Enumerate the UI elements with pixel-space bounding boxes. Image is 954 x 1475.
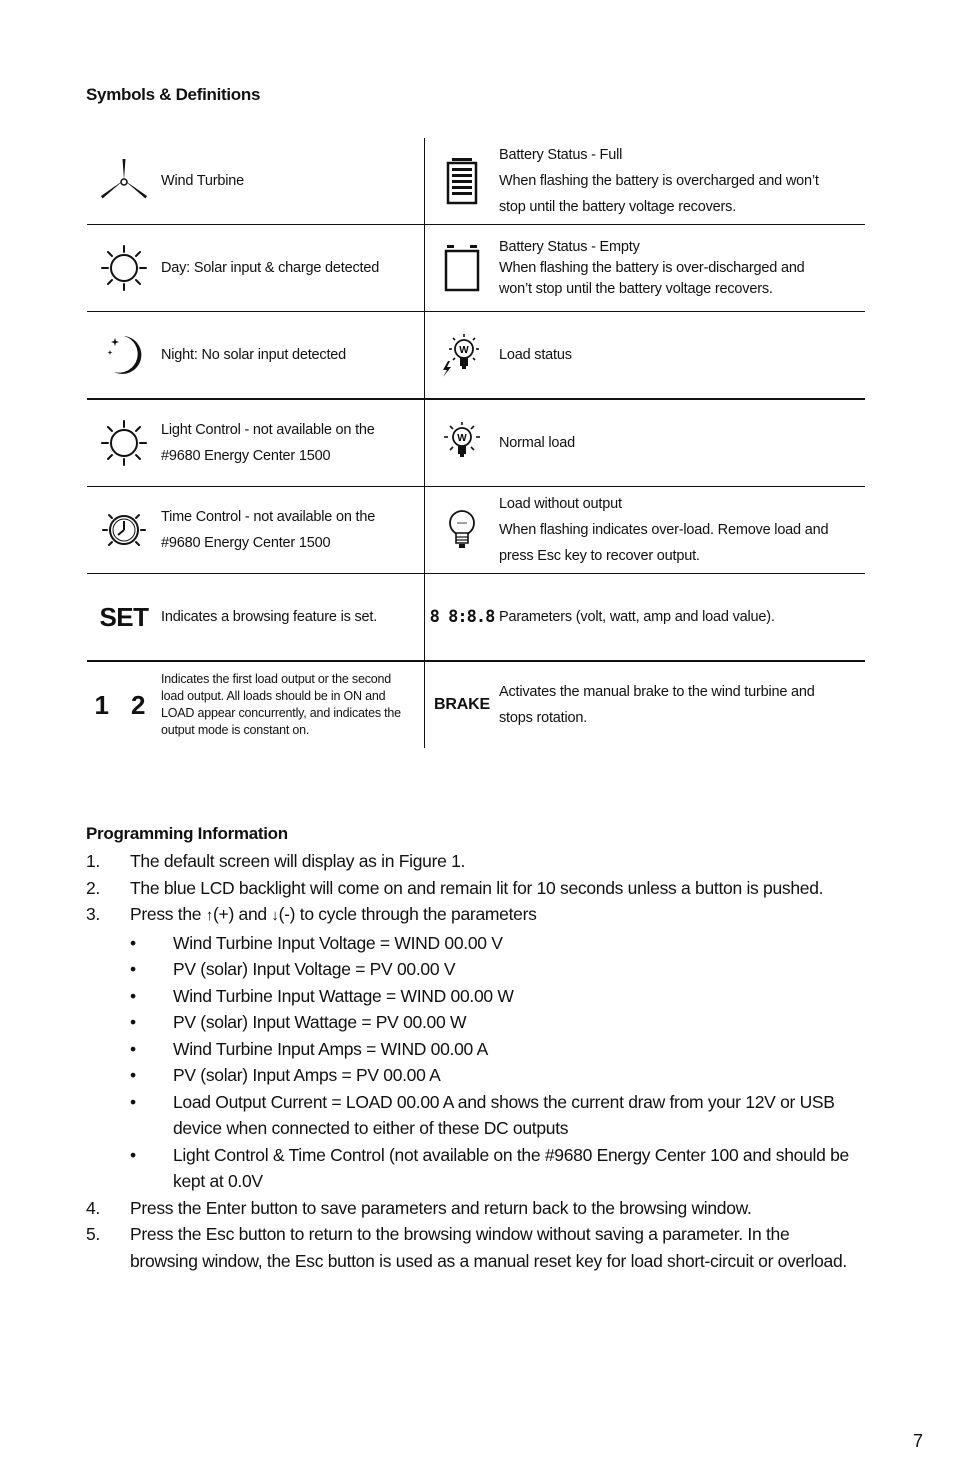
- symbol-cell: [87, 662, 425, 748]
- wind-turbine-icon: [87, 156, 161, 206]
- battery-full-icon: [425, 157, 499, 205]
- symbol-cell: [425, 400, 865, 486]
- list-item: • PV (solar) Input Wattage = PV 00.00 W: [130, 1012, 467, 1032]
- up-arrow-icon: ↑: [205, 907, 213, 924]
- load-output-2: 2: [131, 689, 146, 720]
- symbol-description: Battery Status - Full When flashing the battery is overcharged and won’t stop until the battery voltage recovers.: [499, 147, 819, 215]
- list-item: 4. Press the Enter button to save parameters and return back to the browsing window.: [86, 1197, 752, 1218]
- svg-text:W: W: [457, 433, 467, 444]
- list-item: • PV (solar) Input Amps = PV 00.00 A: [130, 1065, 441, 1085]
- load-output-1: 1: [94, 689, 109, 720]
- list-item: • PV (solar) Input Voltage = PV 00.00 V: [130, 959, 456, 979]
- symbol-cell: [425, 662, 865, 748]
- list-item: 2. The blue LCD backlight will come on and remain lit for 10 seconds unless a button is pushed.: [86, 877, 824, 898]
- symbol-description: Load status: [499, 347, 572, 363]
- list-item: 5. Press the Esc button to return to the browsing window without saving a parameter. In the browsing window, the Esc button is used as a manual reset key for load short-circuit or overload.: [86, 1224, 847, 1271]
- symbol-cell: [87, 312, 425, 398]
- sun-icon: [87, 244, 161, 292]
- list-item: 3. Press the ↑(+) and ↓(-) to cycle through the parameters: [86, 904, 537, 924]
- page-number: 7: [913, 1431, 924, 1451]
- list-item: • Wind Turbine Input Amps = WIND 00.00 A: [130, 1038, 488, 1059]
- symbol-cell: [425, 312, 865, 398]
- moon-icon: [87, 332, 161, 378]
- load-without-output-bulb-icon: [425, 507, 499, 553]
- list-item: • Wind Turbine Input Wattage = WIND 00.00 W: [130, 985, 514, 1006]
- symbol-description: Activates the manual brake to the wind turbine and stops rotation.: [499, 684, 815, 726]
- set-indicator: SET: [99, 601, 149, 632]
- symbol-cell: [87, 487, 425, 573]
- symbol-cell: [87, 400, 425, 486]
- symbol-description: Indicates a browsing feature is set.: [161, 609, 378, 625]
- symbol-row: [87, 398, 865, 486]
- symbol-description: Indicates the first load output or the second load output. All loads should be in ON and LOAD appear concurrently, and indicates the output mode is constant on.: [161, 672, 401, 737]
- symbol-cell: [425, 574, 865, 660]
- list-item: 1. The default screen will display as in Figure 1.: [86, 851, 466, 871]
- symbol-description: Wind Turbine: [161, 173, 245, 189]
- battery-empty-icon: [425, 244, 499, 292]
- seven-segment-display: 8 8:8.8: [429, 607, 495, 627]
- light-control-sun-icon: [87, 419, 161, 467]
- down-arrow-icon: ↓: [271, 907, 279, 924]
- symbol-cell: [425, 225, 865, 311]
- svg-text:W: W: [459, 345, 469, 356]
- symbol-cell: [425, 138, 865, 224]
- list-item: • Wind Turbine Input Voltage = WIND 00.00 V: [130, 932, 503, 953]
- programming-title: Programming Information: [86, 824, 288, 843]
- symbols-table: [87, 138, 865, 748]
- symbols-title: Symbols & Definitions: [86, 85, 261, 104]
- symbol-description: Light Control - not available on the #9680 Energy Center 1500: [161, 422, 375, 464]
- list-item: • Load Output Current = LOAD 00.00 A and shows the current draw from your 12V or USB device when connected to either of these DC outputs: [130, 1091, 835, 1138]
- symbol-row: [87, 138, 865, 224]
- symbol-cell: [425, 487, 865, 573]
- symbol-cell: [87, 225, 425, 311]
- list-item: • Light Control & Time Control (not available on the #9680 Energy Center 100 and should be kept at 0.0V: [130, 1144, 849, 1191]
- programming-list: [86, 848, 886, 1274]
- symbol-description: Battery Status - Empty When flashing the battery is over-discharged and won’t stop until the battery voltage recovers.: [499, 238, 805, 297]
- symbol-row: [87, 573, 865, 660]
- symbol-description: Normal load: [499, 435, 575, 451]
- symbol-cell: [87, 574, 425, 660]
- brake-indicator: BRAKE: [434, 696, 490, 713]
- symbol-description: Parameters (volt, watt, amp and load value).: [499, 609, 775, 625]
- symbol-row: [87, 660, 865, 748]
- symbol-row: [87, 311, 865, 398]
- symbol-description: Day: Solar input & charge detected: [161, 260, 380, 276]
- symbol-description: Night: No solar input detected: [161, 347, 347, 363]
- normal-load-bulb-icon: [425, 420, 499, 466]
- symbol-cell: [87, 138, 425, 224]
- symbol-description: Load without output When flashing indicates over-load. Remove load and press Esc key to recover output.: [499, 496, 829, 564]
- symbol-description: Time Control - not available on the #9680 Energy Center 1500: [161, 509, 376, 551]
- symbol-row: [87, 486, 865, 573]
- load-status-bulb-icon: [425, 332, 499, 378]
- time-control-clock-icon: [87, 507, 161, 553]
- load-output-indicator: [87, 690, 161, 721]
- symbol-row: [87, 224, 865, 311]
